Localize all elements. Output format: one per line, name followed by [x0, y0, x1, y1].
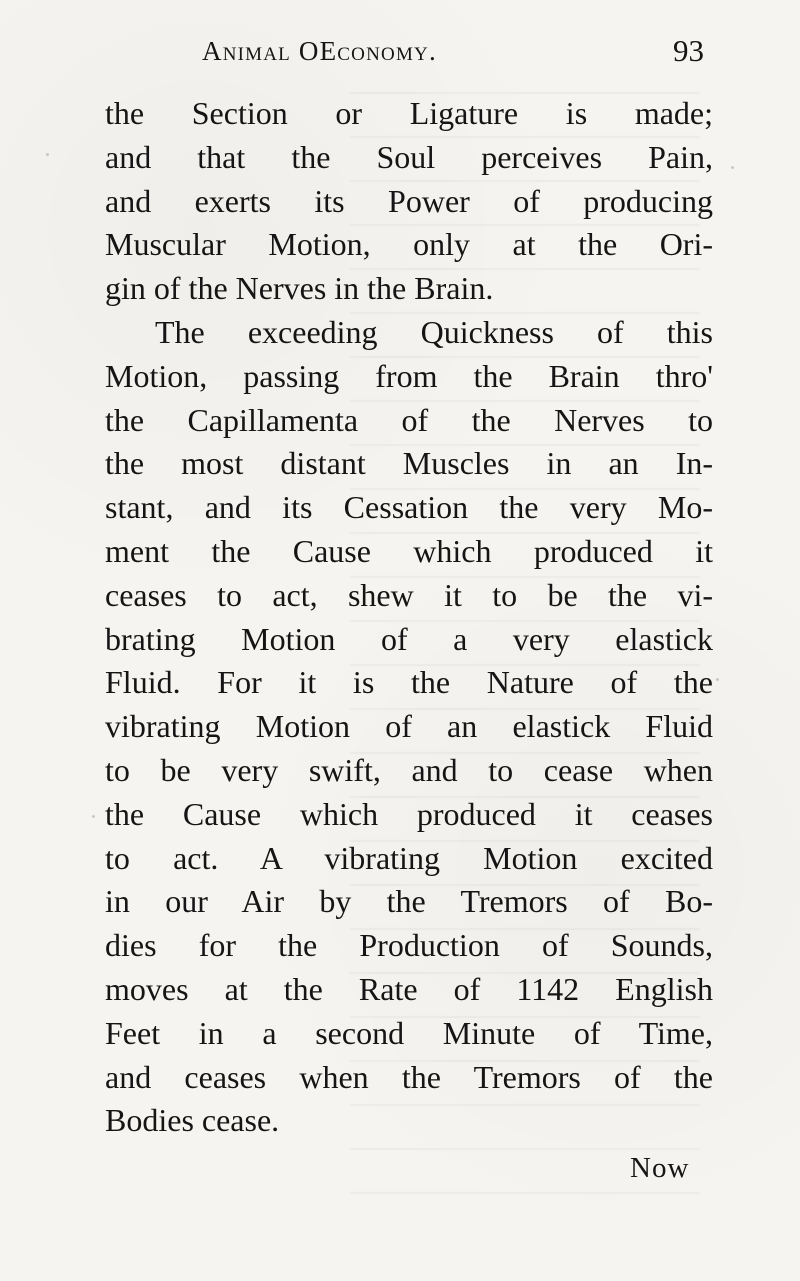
text-line: ceases to act, shew it to be the vi-: [105, 576, 713, 613]
text-line: moves at the Rate of 1142 English: [105, 970, 713, 1007]
paper-speck: [92, 815, 95, 818]
text-line: the Section or Ligature is made;: [105, 95, 713, 131]
text-line: and exerts its Power of producing: [105, 182, 713, 219]
page-number: 93: [673, 33, 704, 68]
text-line: the Capillamenta of the Nerves to: [105, 401, 713, 438]
text-line: in our Air by the Tremors of Bo-: [105, 883, 713, 920]
paper-speck: [46, 153, 49, 156]
text-line: brating Motion of a very elastick: [105, 620, 713, 657]
text-line: the most distant Muscles in an In-: [105, 445, 713, 482]
text-line: to act. A vibrating Motion excited: [105, 839, 713, 876]
text-line: stant, and its Cessation the very Mo-: [105, 489, 713, 526]
text-line: Bodies cease.: [105, 1102, 280, 1139]
text-line: the Cause which produced it ceases: [105, 795, 713, 832]
page-header: [202, 30, 712, 72]
text-line: and that the Soul perceives Pain,: [105, 138, 713, 175]
running-title: Animal OEconomy.: [202, 36, 437, 66]
main-text-block: [105, 92, 713, 1143]
paragraph-first-line: The exceeding Quickness of this: [155, 313, 713, 350]
text-line: ment the Cause which produced it: [105, 532, 713, 569]
text-line: Motion, passing from the Brain thro': [105, 357, 713, 394]
text-line: Fluid. For it is the Nature of the: [105, 664, 713, 701]
catchword: Now: [630, 1152, 690, 1184]
text-line: gin of the Nerves in the Brain.: [105, 270, 494, 307]
paper-speck: [716, 678, 719, 681]
text-line: and ceases when the Tremors of the: [105, 1058, 713, 1095]
text-line: Feet in a second Minute of Time,: [105, 1014, 713, 1051]
text-line: vibrating Motion of an elastick Fluid: [105, 708, 713, 745]
paper-speck: [731, 166, 734, 169]
text-line: Muscular Motion, only at the Ori-: [105, 226, 713, 263]
text-line: to be very swift, and to cease when: [105, 751, 713, 788]
text-line: dies for the Production of Sounds,: [105, 927, 713, 964]
